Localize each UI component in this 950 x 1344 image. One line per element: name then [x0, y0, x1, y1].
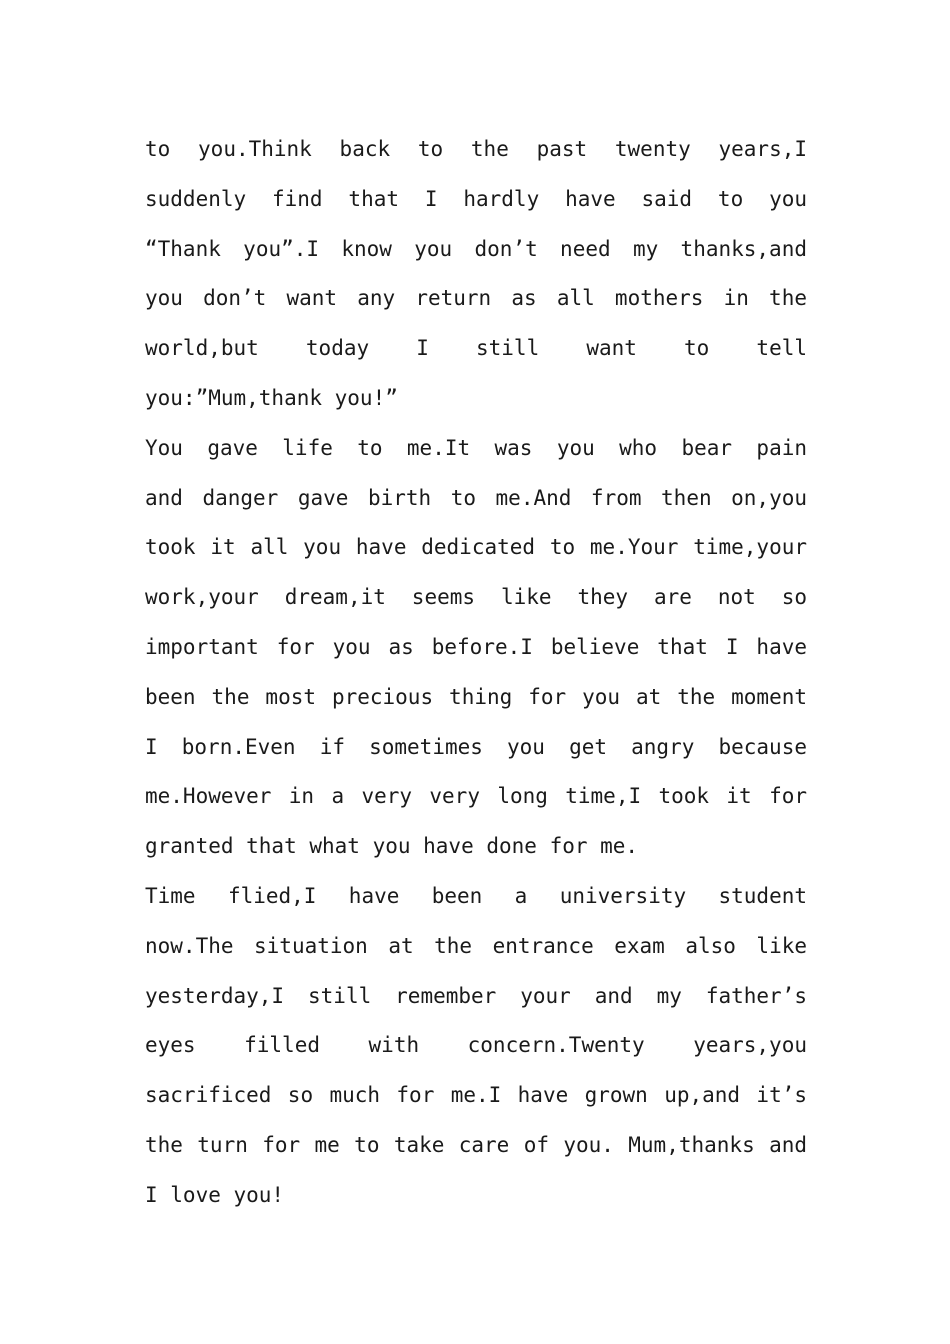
text-line-14: me.However in a very very long time,I took it for [145, 784, 807, 809]
text-line-12: been the most precious thing for you at the moment [145, 684, 807, 709]
text-line-5: world,but today I still want to tell [145, 336, 807, 361]
text-line-4: you don’t want any return as all mothers in the [145, 286, 807, 311]
text-line-11: important for you as before.I believe that I have [145, 634, 807, 659]
text-line-17: now.The situation at the entrance exam also like [145, 933, 807, 958]
text-line-22: I love you! [145, 1182, 285, 1207]
text-line-6: you:”Mum,thank you!” [145, 385, 398, 410]
text-line-18: yesterday,I still remember your and my father’s [145, 983, 807, 1008]
text-line-2: suddenly find that I hardly have said to you [145, 186, 807, 211]
text-line-7: You gave life to me.It was you who bear pain [145, 435, 807, 460]
text-line-10: work,your dream,it seems like they are not so [145, 585, 807, 610]
text-line-3: “Thank you”.I know you don’t need my thanks,and [145, 236, 807, 261]
text-line-9: took it all you have dedicated to me.Your time,your [145, 535, 807, 560]
text-line-16: Time flied,I have been a university student [145, 883, 807, 908]
text-line-13: I born.Even if sometimes you get angry because [145, 734, 807, 759]
text-line-8: and danger gave birth to me.And from then on,you [145, 485, 807, 510]
body-text [145, 125, 807, 1221]
text-line-15: granted that what you have done for me. [145, 834, 639, 859]
text-line-19: eyes filled with concern.Twenty years,you [145, 1033, 807, 1058]
text-line-21: the turn for me to take care of you. Mum,thanks and [145, 1132, 807, 1157]
text-line-1: to you.Think back to the past twenty years,I [145, 137, 807, 161]
text-line-20: sacrificed so much for me.I have grown up,and it’s [145, 1083, 807, 1108]
